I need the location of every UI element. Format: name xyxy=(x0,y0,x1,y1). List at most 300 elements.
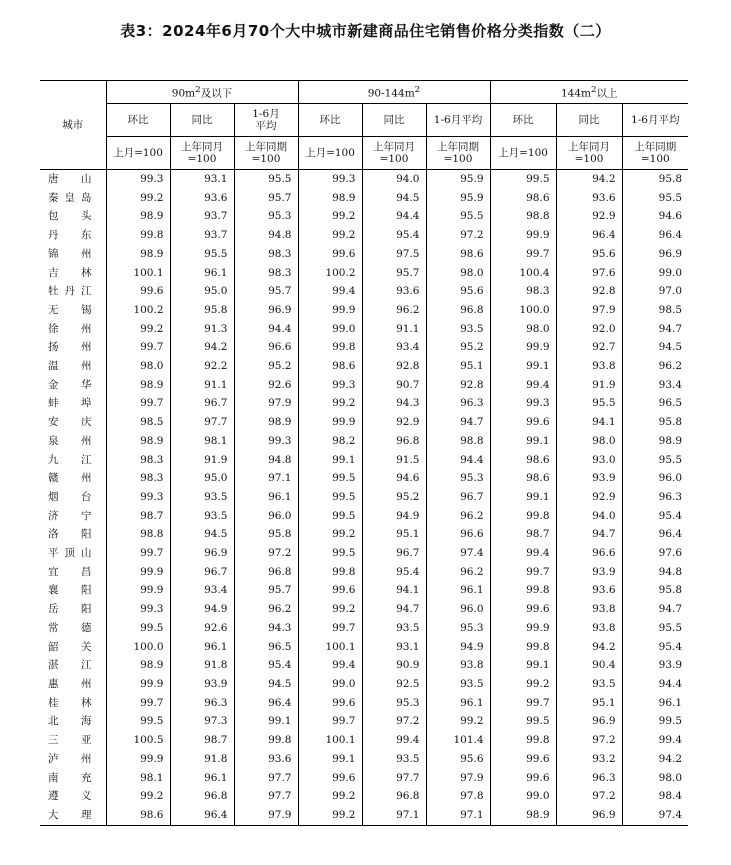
index-value: 95.5 xyxy=(658,621,683,634)
index-value: 97.8 xyxy=(426,787,490,806)
index-value: 93.5 xyxy=(426,675,490,694)
index-value: 98.9 xyxy=(106,245,170,264)
index-value: 97.9 xyxy=(234,394,298,413)
index-value: 96.7 xyxy=(426,488,490,507)
table-row xyxy=(40,787,688,806)
index-value: 96.4 xyxy=(658,229,683,242)
index-value: 94.5 xyxy=(234,675,298,694)
index-value: 98.9 xyxy=(106,432,170,451)
index-value: 98.1 xyxy=(170,432,234,451)
index-value: 93.8 xyxy=(556,357,622,376)
subheader-yoy: 同比 xyxy=(556,104,622,137)
index-value: 94.8 xyxy=(234,226,298,245)
index-value: 96.8 xyxy=(234,563,298,582)
city-name: 吉林 xyxy=(40,264,106,283)
table-row xyxy=(40,806,688,825)
index-value: 95.8 xyxy=(170,301,234,320)
index-value: 99.8 xyxy=(298,563,362,582)
index-value: 94.7 xyxy=(658,322,683,335)
index-value: 96.1 xyxy=(658,696,683,709)
index-value: 99.2 xyxy=(298,600,362,619)
index-value: 94.1 xyxy=(362,581,426,600)
index-value: 97.1 xyxy=(362,806,426,825)
index-value: 98.9 xyxy=(106,656,170,675)
table-row xyxy=(40,488,688,507)
index-value: 98.6 xyxy=(106,806,170,825)
subheader-avg: 1-6月平均 xyxy=(426,104,490,137)
table-row xyxy=(40,469,688,488)
city-name: 九江 xyxy=(40,451,106,470)
index-value: 98.9 xyxy=(234,413,298,432)
table-row xyxy=(40,264,688,283)
index-value: 99.2 xyxy=(106,189,170,208)
index-value: 94.6 xyxy=(362,469,426,488)
city-name: 桂林 xyxy=(40,694,106,713)
index-value: 98.9 xyxy=(106,207,170,226)
table-row xyxy=(40,282,688,301)
index-value: 99.5 xyxy=(298,469,362,488)
city-name: 三亚 xyxy=(40,731,106,750)
index-value: 99.1 xyxy=(490,357,556,376)
index-value: 94.4 xyxy=(362,207,426,226)
base-mom: 上月=100 xyxy=(490,137,556,170)
city-name: 锦州 xyxy=(40,245,106,264)
index-value: 99.1 xyxy=(490,488,556,507)
table-row xyxy=(40,413,688,432)
base-avg: 上年同期 =100 xyxy=(426,137,490,170)
index-value: 95.5 xyxy=(234,170,298,189)
index-value: 98.8 xyxy=(426,432,490,451)
table-row xyxy=(40,320,688,339)
index-value: 90.4 xyxy=(556,656,622,675)
index-value: 99.5 xyxy=(490,170,556,189)
index-value: 95.7 xyxy=(234,189,298,208)
index-value: 100.2 xyxy=(106,301,170,320)
table-row xyxy=(40,694,688,713)
index-value: 98.3 xyxy=(106,451,170,470)
index-value: 91.9 xyxy=(170,451,234,470)
index-value: 97.2 xyxy=(234,544,298,563)
index-value: 95.5 xyxy=(556,394,622,413)
index-value: 96.0 xyxy=(658,472,683,485)
index-value: 98.0 xyxy=(490,320,556,339)
index-value: 99.7 xyxy=(106,394,170,413)
index-value: 96.8 xyxy=(170,787,234,806)
index-value: 99.0 xyxy=(298,320,362,339)
table-row xyxy=(40,750,688,769)
city-name: 泉州 xyxy=(40,432,106,451)
table-row xyxy=(40,563,688,582)
index-value: 93.4 xyxy=(170,581,234,600)
index-value: 99.9 xyxy=(106,563,170,582)
index-value: 93.4 xyxy=(658,378,683,391)
index-value: 95.2 xyxy=(234,357,298,376)
table-row xyxy=(40,525,688,544)
index-value: 95.4 xyxy=(658,640,683,653)
index-value: 98.7 xyxy=(170,731,234,750)
index-value: 96.9 xyxy=(170,544,234,563)
index-value: 99.7 xyxy=(106,544,170,563)
index-value: 96.3 xyxy=(170,694,234,713)
index-value: 94.2 xyxy=(556,170,622,189)
index-value: 95.3 xyxy=(362,694,426,713)
index-value: 100.1 xyxy=(298,638,362,657)
index-value: 99.6 xyxy=(106,282,170,301)
index-value: 98.4 xyxy=(658,790,683,803)
city-name: 惠州 xyxy=(40,675,106,694)
index-value: 99.2 xyxy=(106,787,170,806)
index-value: 99.8 xyxy=(490,731,556,750)
subheader-mom: 环比 xyxy=(490,104,556,137)
index-value: 99.8 xyxy=(490,638,556,657)
index-value: 96.9 xyxy=(658,247,683,260)
city-name: 常德 xyxy=(40,619,106,638)
index-value: 93.1 xyxy=(170,170,234,189)
base-avg: 上年同期 =100 xyxy=(622,137,688,170)
index-value: 96.8 xyxy=(426,301,490,320)
index-value: 99.9 xyxy=(298,301,362,320)
index-value: 95.8 xyxy=(658,584,683,597)
index-value: 99.3 xyxy=(106,170,170,189)
index-value: 95.9 xyxy=(426,189,490,208)
index-value: 98.6 xyxy=(298,357,362,376)
table-body xyxy=(40,170,688,826)
index-value: 95.7 xyxy=(362,264,426,283)
index-value: 96.5 xyxy=(234,638,298,657)
index-value: 97.5 xyxy=(362,245,426,264)
city-name: 包头 xyxy=(40,207,106,226)
index-value: 99.7 xyxy=(298,712,362,731)
index-value: 93.6 xyxy=(556,581,622,600)
index-value: 98.0 xyxy=(658,771,683,784)
index-value: 99.9 xyxy=(298,413,362,432)
index-value: 99.6 xyxy=(298,245,362,264)
index-value: 93.1 xyxy=(362,638,426,657)
index-value: 99.4 xyxy=(490,376,556,395)
price-index-table xyxy=(40,80,688,826)
index-value: 96.2 xyxy=(426,507,490,526)
index-value: 98.5 xyxy=(658,303,683,316)
index-value: 97.7 xyxy=(234,787,298,806)
index-value: 94.2 xyxy=(556,638,622,657)
index-value: 99.2 xyxy=(298,207,362,226)
index-value: 99.5 xyxy=(298,488,362,507)
index-value: 96.9 xyxy=(556,712,622,731)
index-value: 98.9 xyxy=(298,189,362,208)
index-value: 99.2 xyxy=(106,320,170,339)
table-row xyxy=(40,638,688,657)
index-value: 97.9 xyxy=(426,769,490,788)
index-value: 98.6 xyxy=(490,189,556,208)
index-value: 93.9 xyxy=(170,675,234,694)
index-value: 98.8 xyxy=(106,525,170,544)
index-value: 99.9 xyxy=(490,619,556,638)
index-value: 92.5 xyxy=(362,675,426,694)
index-value: 93.8 xyxy=(426,656,490,675)
index-value: 93.5 xyxy=(426,320,490,339)
index-value: 97.2 xyxy=(556,787,622,806)
index-value: 94.2 xyxy=(170,338,234,357)
index-value: 94.7 xyxy=(426,413,490,432)
index-value: 95.0 xyxy=(170,469,234,488)
index-value: 93.8 xyxy=(556,619,622,638)
index-value: 100.2 xyxy=(298,264,362,283)
index-value: 98.3 xyxy=(234,264,298,283)
base-avg: 上年同期 =100 xyxy=(234,137,298,170)
city-name: 蚌埠 xyxy=(40,394,106,413)
index-value: 92.6 xyxy=(234,376,298,395)
index-value: 97.2 xyxy=(426,226,490,245)
index-value: 99.3 xyxy=(298,170,362,189)
index-value: 93.2 xyxy=(556,750,622,769)
subheader-mom: 环比 xyxy=(106,104,170,137)
group-header-144-above: $144m^2$以上 xyxy=(490,81,688,104)
index-value: 95.3 xyxy=(234,207,298,226)
index-value: 96.1 xyxy=(426,694,490,713)
index-value: 97.6 xyxy=(658,547,683,560)
index-value: 96.9 xyxy=(556,806,622,825)
index-value: 95.4 xyxy=(234,656,298,675)
index-value: 96.7 xyxy=(170,394,234,413)
index-value: 99.6 xyxy=(490,600,556,619)
index-value: 91.1 xyxy=(362,320,426,339)
city-name: 韶关 xyxy=(40,638,106,657)
index-value: 95.3 xyxy=(426,619,490,638)
index-value: 99.3 xyxy=(106,600,170,619)
index-value: 96.6 xyxy=(234,338,298,357)
index-value: 100.4 xyxy=(490,264,556,283)
group-header-90-below: $90m^2$及以下 xyxy=(106,81,298,104)
index-value: 99.1 xyxy=(298,750,362,769)
index-value: 96.4 xyxy=(170,806,234,825)
index-value: 98.5 xyxy=(106,413,170,432)
index-value: 96.4 xyxy=(658,528,683,541)
index-value: 97.7 xyxy=(234,769,298,788)
index-value: 94.5 xyxy=(170,525,234,544)
table-row xyxy=(40,338,688,357)
index-value: 94.6 xyxy=(658,210,683,223)
index-value: 101.4 xyxy=(426,731,490,750)
index-value: 93.5 xyxy=(556,675,622,694)
index-value: 96.3 xyxy=(658,490,683,503)
index-value: 93.6 xyxy=(362,282,426,301)
index-value: 98.6 xyxy=(426,245,490,264)
index-value: 96.3 xyxy=(556,769,622,788)
index-value: 98.0 xyxy=(556,432,622,451)
base-mom: 上月=100 xyxy=(106,137,170,170)
table-row xyxy=(40,376,688,395)
index-value: 96.1 xyxy=(170,638,234,657)
index-value: 98.2 xyxy=(298,432,362,451)
base-yoy: 上年同月 =100 xyxy=(170,137,234,170)
table-row xyxy=(40,675,688,694)
index-value: 91.3 xyxy=(170,320,234,339)
index-value: 93.9 xyxy=(556,469,622,488)
index-value: 100.0 xyxy=(106,638,170,657)
index-value: 94.5 xyxy=(362,189,426,208)
index-value: 90.7 xyxy=(362,376,426,395)
index-value: 98.9 xyxy=(658,434,683,447)
index-value: 96.2 xyxy=(234,600,298,619)
index-value: 94.3 xyxy=(362,394,426,413)
index-value: 99.6 xyxy=(490,750,556,769)
table-row xyxy=(40,432,688,451)
index-value: 99.5 xyxy=(106,712,170,731)
city-name: 唐山 xyxy=(40,170,106,189)
city-name: 岳阳 xyxy=(40,600,106,619)
index-value: 97.1 xyxy=(234,469,298,488)
base-yoy: 上年同月 =100 xyxy=(362,137,426,170)
index-value: 92.6 xyxy=(170,619,234,638)
city-name: 洛阳 xyxy=(40,525,106,544)
table-row xyxy=(40,769,688,788)
index-value: 99.6 xyxy=(490,413,556,432)
index-value: 99.9 xyxy=(106,581,170,600)
index-value: 93.6 xyxy=(556,189,622,208)
index-value: 98.0 xyxy=(106,357,170,376)
subheader-avg: 1-6月平均 xyxy=(622,104,688,137)
index-value: 97.7 xyxy=(362,769,426,788)
table-row xyxy=(40,731,688,750)
index-value: 94.8 xyxy=(658,565,683,578)
index-value: 99.1 xyxy=(490,432,556,451)
index-value: 96.2 xyxy=(426,563,490,582)
index-value: 91.5 xyxy=(362,451,426,470)
index-value: 99.5 xyxy=(298,507,362,526)
index-value: 97.3 xyxy=(170,712,234,731)
index-value: 95.4 xyxy=(362,563,426,582)
index-value: 94.4 xyxy=(234,320,298,339)
index-value: 92.0 xyxy=(556,320,622,339)
index-value: 96.1 xyxy=(170,769,234,788)
index-value: 95.1 xyxy=(426,357,490,376)
index-value: 98.9 xyxy=(106,376,170,395)
index-value: 96.2 xyxy=(362,301,426,320)
index-value: 99.8 xyxy=(106,226,170,245)
index-value: 95.5 xyxy=(658,191,683,204)
index-value: 94.9 xyxy=(426,638,490,657)
index-value: 99.8 xyxy=(490,507,556,526)
index-value: 96.6 xyxy=(426,525,490,544)
table-row xyxy=(40,245,688,264)
index-value: 99.1 xyxy=(490,656,556,675)
index-value: 97.7 xyxy=(170,413,234,432)
index-value: 91.1 xyxy=(170,376,234,395)
city-name: 济宁 xyxy=(40,507,106,526)
index-value: 92.8 xyxy=(556,282,622,301)
index-value: 99.8 xyxy=(490,581,556,600)
index-value: 99.9 xyxy=(490,226,556,245)
index-value: 95.7 xyxy=(234,581,298,600)
index-value: 99.6 xyxy=(298,769,362,788)
index-value: 99.4 xyxy=(298,656,362,675)
index-value: 94.5 xyxy=(658,341,683,354)
index-value: 100.1 xyxy=(298,731,362,750)
index-value: 92.2 xyxy=(170,357,234,376)
city-name: 遵义 xyxy=(40,787,106,806)
index-value: 99.3 xyxy=(106,488,170,507)
index-value: 92.9 xyxy=(556,207,622,226)
index-value: 93.0 xyxy=(556,451,622,470)
index-value: 99.7 xyxy=(490,694,556,713)
index-value: 93.6 xyxy=(170,189,234,208)
index-value: 99.6 xyxy=(298,694,362,713)
index-value: 98.0 xyxy=(426,264,490,283)
table-row xyxy=(40,656,688,675)
index-value: 94.9 xyxy=(170,600,234,619)
index-value: 99.2 xyxy=(298,787,362,806)
index-value: 96.1 xyxy=(426,581,490,600)
index-value: 92.9 xyxy=(556,488,622,507)
index-value: 96.0 xyxy=(426,600,490,619)
index-value: 95.8 xyxy=(234,525,298,544)
index-value: 99.7 xyxy=(106,338,170,357)
index-value: 99.5 xyxy=(298,544,362,563)
city-name: 丹东 xyxy=(40,226,106,245)
index-value: 97.0 xyxy=(658,285,683,298)
subheader-mom: 环比 xyxy=(298,104,362,137)
index-value: 93.9 xyxy=(658,659,683,672)
index-value: 97.2 xyxy=(362,712,426,731)
index-value: 95.1 xyxy=(556,694,622,713)
index-value: 98.3 xyxy=(106,469,170,488)
index-value: 99.0 xyxy=(298,675,362,694)
index-value: 96.3 xyxy=(426,394,490,413)
index-value: 90.9 xyxy=(362,656,426,675)
index-value: 99.7 xyxy=(490,563,556,582)
index-value: 99.5 xyxy=(658,715,683,728)
index-value: 98.3 xyxy=(234,245,298,264)
index-value: 94.4 xyxy=(658,677,683,690)
index-value: 99.7 xyxy=(106,694,170,713)
index-value: 99.4 xyxy=(490,544,556,563)
index-value: 97.4 xyxy=(622,806,688,825)
city-name: 湛江 xyxy=(40,656,106,675)
index-value: 95.9 xyxy=(426,170,490,189)
index-value: 95.8 xyxy=(658,416,683,429)
index-value: 93.8 xyxy=(556,600,622,619)
index-value: 94.7 xyxy=(362,600,426,619)
index-value: 97.2 xyxy=(556,731,622,750)
index-value: 95.7 xyxy=(234,282,298,301)
index-value: 95.2 xyxy=(426,338,490,357)
index-value: 98.3 xyxy=(490,282,556,301)
index-value: 92.8 xyxy=(426,376,490,395)
index-value: 96.5 xyxy=(658,397,683,410)
index-value: 99.2 xyxy=(298,806,362,825)
index-value: 99.2 xyxy=(426,712,490,731)
index-value: 99.2 xyxy=(490,675,556,694)
city-name: 南充 xyxy=(40,769,106,788)
index-value: 99.7 xyxy=(298,619,362,638)
index-value: 97.9 xyxy=(556,301,622,320)
index-value: 96.8 xyxy=(362,787,426,806)
index-value: 96.0 xyxy=(234,507,298,526)
index-value: 96.9 xyxy=(234,301,298,320)
index-value: 96.4 xyxy=(556,226,622,245)
subheader-yoy: 同比 xyxy=(170,104,234,137)
index-value: 95.6 xyxy=(556,245,622,264)
index-value: 95.6 xyxy=(426,750,490,769)
index-value: 98.1 xyxy=(106,769,170,788)
city-name: 无锡 xyxy=(40,301,106,320)
index-value: 93.6 xyxy=(234,750,298,769)
index-value: 94.4 xyxy=(426,451,490,470)
index-value: 99.6 xyxy=(490,769,556,788)
index-value: 95.4 xyxy=(658,509,683,522)
index-value: 92.9 xyxy=(362,413,426,432)
base-mom: 上月=100 xyxy=(298,137,362,170)
